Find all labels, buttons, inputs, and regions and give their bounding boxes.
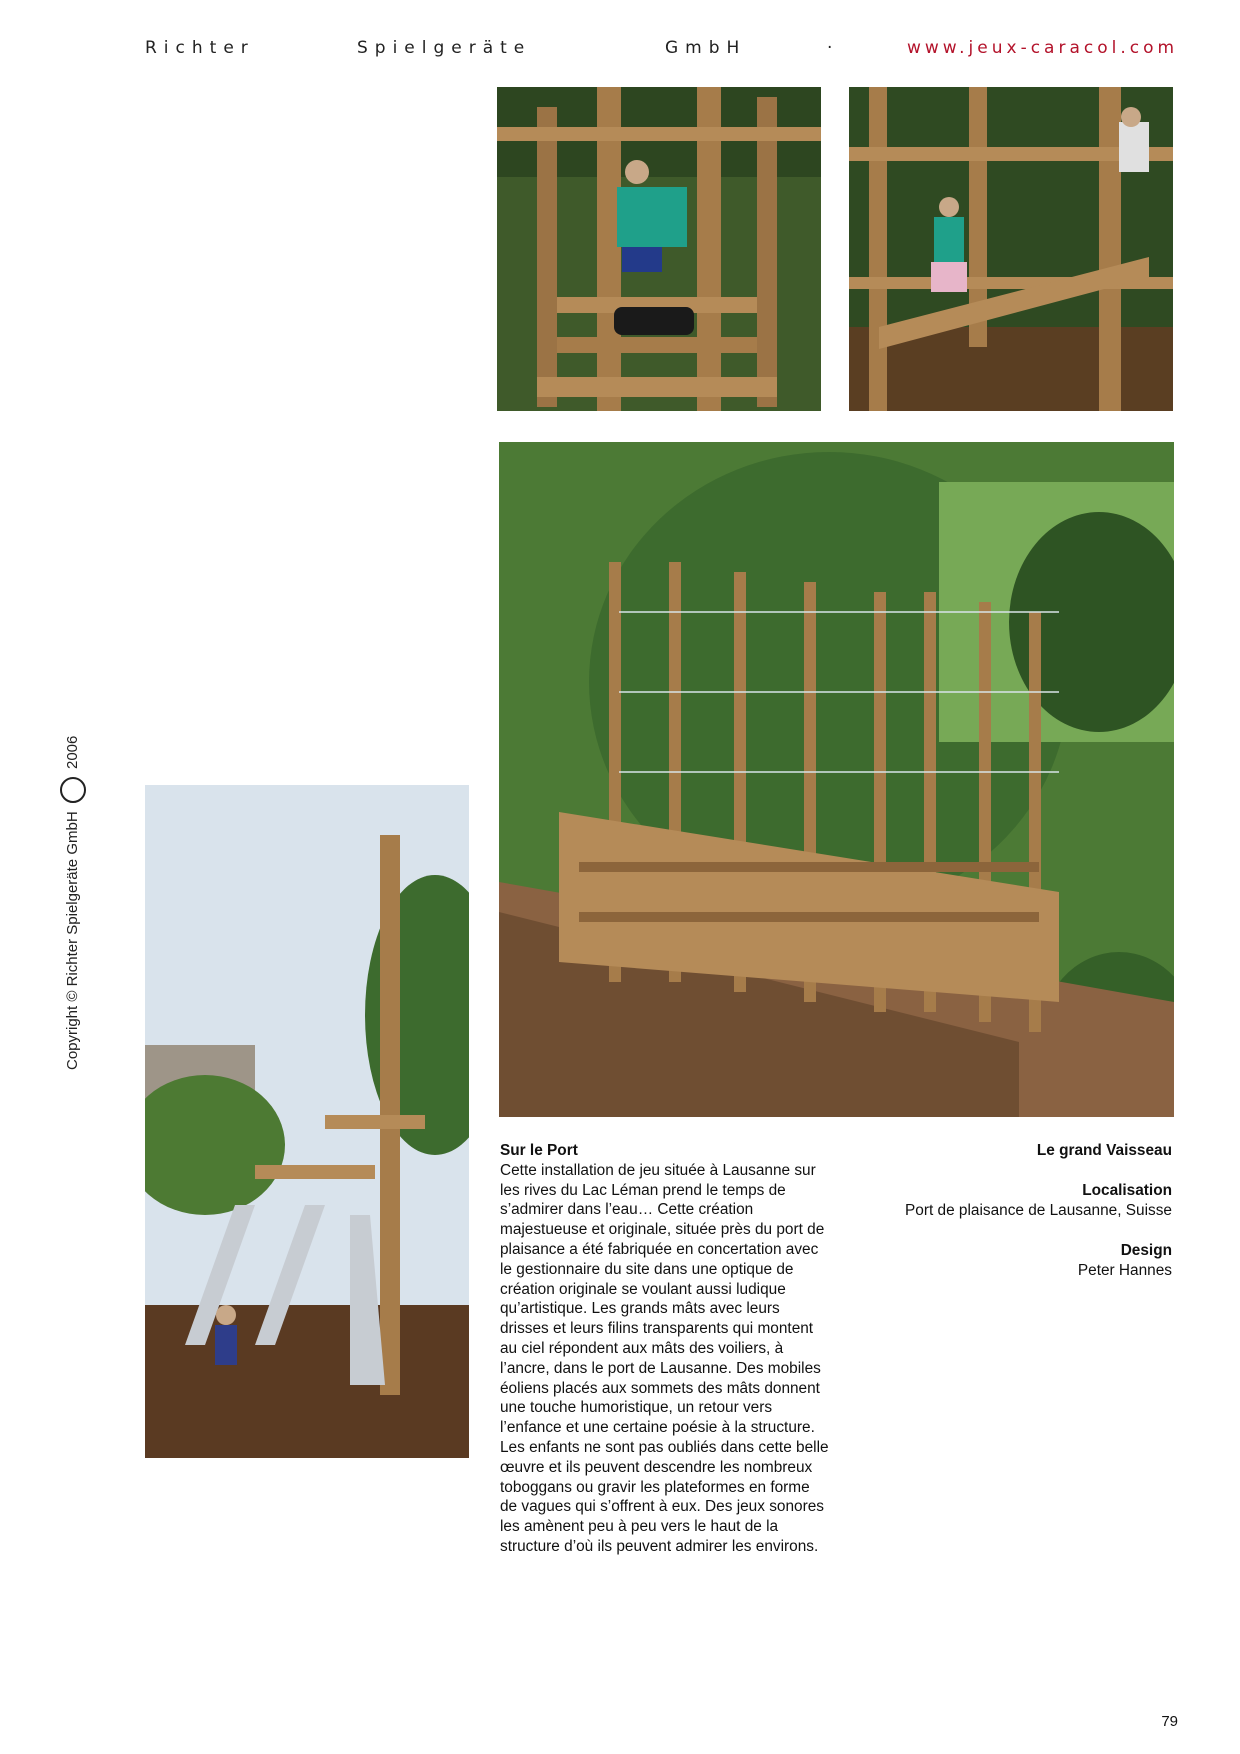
location-label: Localisation xyxy=(1082,1182,1172,1199)
project-title: Le grand Vaisseau xyxy=(1036,1142,1172,1159)
article xyxy=(500,1141,830,1557)
design-label: Design xyxy=(1120,1242,1172,1259)
project-info xyxy=(812,1141,1172,1301)
header-company-3: GmbH xyxy=(665,38,747,58)
page-header xyxy=(145,38,1179,62)
copyright-year: 2006 xyxy=(63,735,81,769)
header-company-2: Spielgeräte xyxy=(357,38,532,58)
design-value: Peter Hannes xyxy=(1077,1262,1172,1279)
photo-grand-vaisseau xyxy=(499,442,1174,1117)
photo-rope-bridge xyxy=(849,87,1173,411)
photo-slides xyxy=(145,785,469,1458)
richter-logo-icon xyxy=(60,777,86,803)
article-body: Cette installation de jeu située à Lausanne sur les rives du Lac Léman prend le temps de s’admirer dans l’eau… Cette création majestueuse et originale, située près du port de plaisance a été fabriquée en concertation avec le gestionnaire du site dans une optique de création originale se voulant aussi ludique qu’artistique. Les grands mâts avec leurs drisses et leurs filins transparents qui montent au ciel répondent aux mâts des voiliers, à l’ancre, dans le port de Lausanne. Des mobiles éoliens placés aux sommets des mâts donnent une touche humoristique, un retour vers l’enfance et une certaine poésie à la structure. Les enfants ne sont pas oubliés dans cette belle œuvre et ils peuvent descendre les nombreux toboggans ou gravir les plateformes en forme de vagues qui s’offrent à eux. Des jeux sonores les amènent peu à peu vers le haut de la structure d’où ils peuvent admirer les environs. xyxy=(500,1161,829,1555)
location-value: Port de plaisance de Lausanne, Suisse xyxy=(905,1202,1172,1219)
header-company-1: Richter xyxy=(145,38,255,58)
photo-climbing-child xyxy=(497,87,821,411)
copyright-notice xyxy=(60,736,86,1070)
copyright-text: Copyright © Richter Spielgeräte GmbH xyxy=(63,811,81,1070)
page-number: 79 xyxy=(1161,1713,1178,1730)
article-heading: Sur le Port xyxy=(500,1142,578,1159)
header-url[interactable]: www.jeux-caracol.com xyxy=(907,38,1179,58)
header-separator: · xyxy=(827,38,840,58)
